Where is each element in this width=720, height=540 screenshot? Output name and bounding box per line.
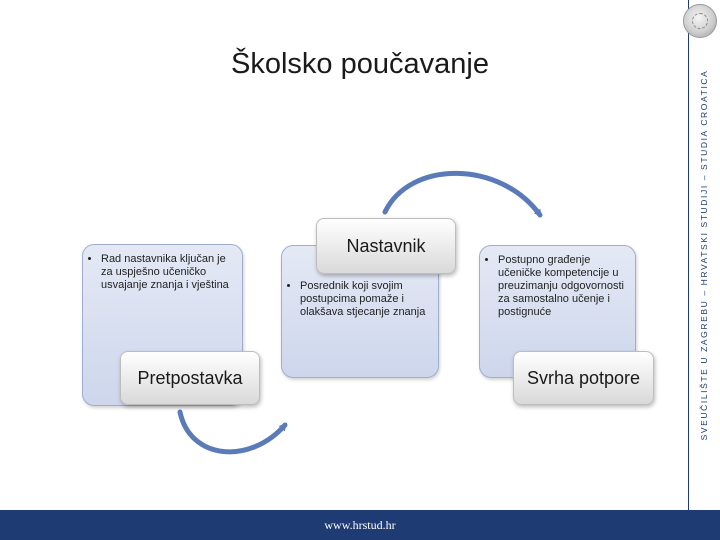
box-pretpostavka-text: • Rad nastavnika ključan je za uspješno učeničko usvajanje znanja i vještina: [101, 253, 234, 292]
slide-title: Školsko poučavanje: [231, 48, 489, 80]
arrow-bottom: [180, 412, 285, 452]
label-nastavnik: Nastavnik: [316, 218, 456, 274]
box-svrha-potpore-text: • Postupno građenje učeničke kompetencije u preuzimanju odgovornosti za samostalno učenje i postignuće: [498, 254, 627, 319]
box-nastavnik-text: • Posrednik koji svojim postupcima pomaže i olakšava stjecanje znanja: [300, 280, 430, 319]
footer-url[interactable]: www.hrstud.hr: [324, 518, 396, 532]
university-sidebar-text: SVEUČILIŠTE U ZAGREBU – HRVATSKI STUDIJI – STUDIA CROATICA: [699, 69, 709, 441]
label-pretpostavka: Pretpostavka: [120, 351, 260, 405]
label-svrha-potpore: Svrha potpore: [513, 351, 654, 405]
arrow-top: [385, 173, 540, 215]
